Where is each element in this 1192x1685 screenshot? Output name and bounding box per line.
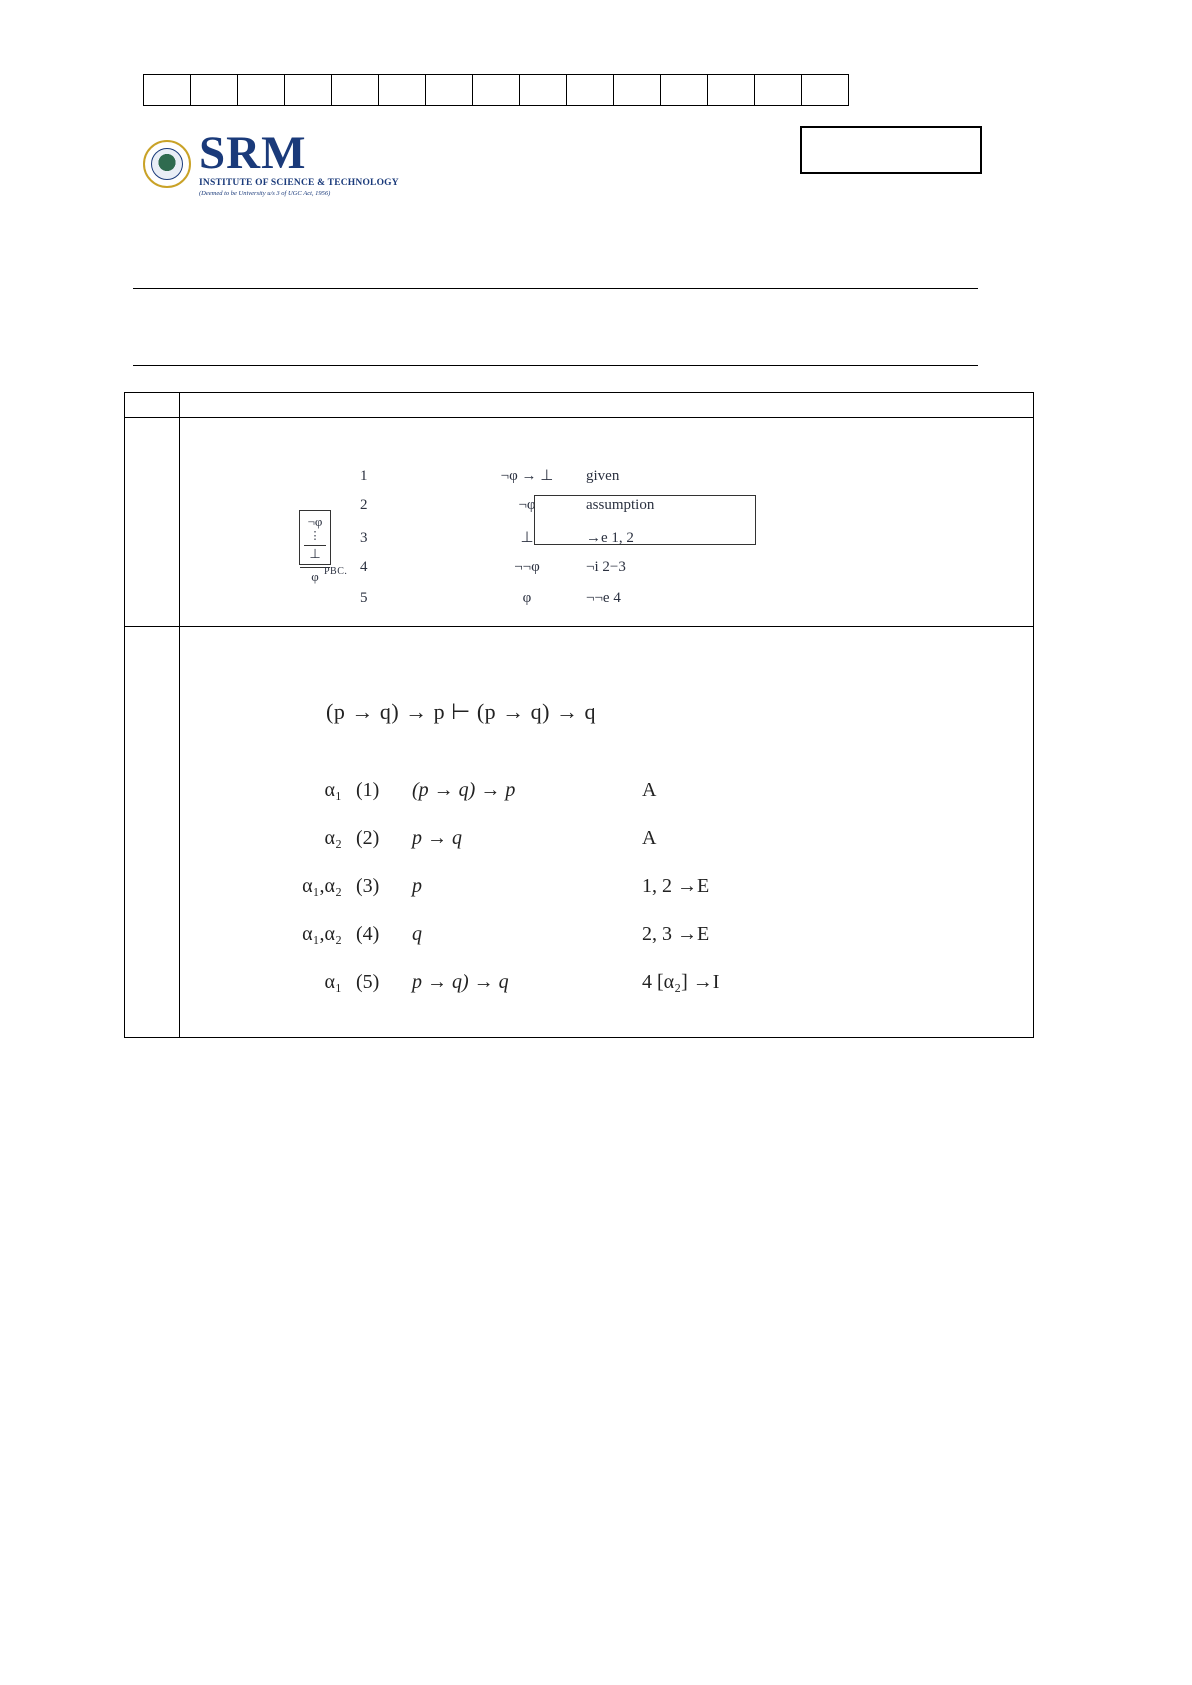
- proof-line-justification: 4 [α₂] →I: [642, 971, 720, 993]
- proof-line-justification: 2, 3 →E: [642, 923, 710, 945]
- divider-top: [133, 288, 978, 289]
- marks-box[interactable]: [800, 126, 982, 174]
- proof-line: [360, 528, 716, 559]
- header-question-no: [125, 393, 180, 418]
- proof-line: [218, 923, 918, 971]
- srm-emblem-icon: [143, 140, 191, 188]
- proof-line-dependencies: α₁,α₂: [302, 923, 342, 945]
- proof-line-justification: 1, 2 →E: [642, 875, 710, 897]
- proof-line-number: (4): [356, 923, 380, 945]
- proof-line: [218, 779, 918, 827]
- pbc-assumption: ¬φ: [307, 514, 323, 529]
- register-number-cell[interactable]: [378, 74, 426, 106]
- proof-line-rule: ¬i 2−3: [586, 559, 626, 575]
- header-answer: [180, 393, 1034, 418]
- register-number-cell[interactable]: [801, 74, 849, 106]
- answer-table: [124, 392, 1034, 1038]
- proof-line: [218, 827, 918, 875]
- logo-subtitle-line1: INSTITUTE OF SCIENCE & TECHNOLOGY: [199, 178, 399, 188]
- proof-line-number: 3: [360, 530, 368, 546]
- proof-line-dependencies: α₁: [324, 779, 342, 801]
- proof-line: [360, 497, 716, 528]
- proof-line-number: (1): [356, 779, 380, 801]
- lemmon-proof-lines: [218, 779, 918, 1019]
- proof-line: [218, 875, 918, 923]
- register-number-cell[interactable]: [143, 74, 191, 106]
- proof-line-dependencies: α₁,α₂: [302, 875, 342, 897]
- proof-line-number: (2): [356, 827, 380, 849]
- sequent-statement: (p → q) → p ⊢ (p → q) → q: [326, 699, 596, 724]
- pbc-proof-lines: [360, 466, 716, 621]
- register-number-cell[interactable]: [613, 74, 661, 106]
- proof-line-rule: ¬¬e 4: [586, 590, 621, 606]
- row-answer-proof-pbc: [180, 418, 1034, 627]
- proof-line: [360, 466, 716, 497]
- proof-line-justification: A: [642, 827, 657, 849]
- proof-line-number: 1: [360, 468, 368, 484]
- proof-line-number: 2: [360, 497, 368, 513]
- proof-line-rule: →e 1, 2: [586, 530, 634, 546]
- pbc-rule-label: PBC.: [324, 566, 348, 577]
- proof-line-number: (3): [356, 875, 380, 897]
- proof-line: [360, 590, 716, 621]
- pbc-conclusion: φ: [300, 567, 330, 585]
- register-number-grid: [143, 74, 848, 106]
- proof-line-dependencies: α₂: [324, 827, 342, 849]
- proof-line: [218, 971, 918, 1019]
- proof-line-formula: ¬φ: [518, 497, 536, 513]
- proof-line-justification: A: [642, 779, 657, 801]
- pbc-rule-box: [299, 510, 331, 565]
- register-number-cell[interactable]: [472, 74, 520, 106]
- logo-wordmark: SRM: [199, 127, 307, 179]
- register-number-cell[interactable]: [754, 74, 802, 106]
- table-row: [125, 418, 1034, 627]
- proof-line-dependencies: α₁: [324, 971, 342, 993]
- register-number-cell[interactable]: [425, 74, 473, 106]
- row-question-no: [125, 418, 180, 627]
- row-answer-proof-lemmon: [180, 627, 1034, 1038]
- pbc-rule-figure: [280, 510, 350, 585]
- proof-line-formula: ¬φ → ⊥: [500, 468, 554, 484]
- proof-line-formula: q: [412, 923, 422, 945]
- proof-line-formula: p → q: [412, 827, 462, 849]
- proof-line-formula: φ: [522, 590, 532, 606]
- proof-line-rule: assumption: [586, 497, 655, 513]
- proof-line-number: 4: [360, 559, 368, 575]
- institution-logo: [143, 127, 399, 197]
- pbc-proof: [180, 418, 1033, 626]
- pbc-vertical-dots: ⋮: [309, 529, 321, 542]
- divider-bottom: [133, 365, 978, 366]
- proof-line-formula: (p → q) → p: [412, 779, 516, 801]
- table-row: [125, 627, 1034, 1038]
- register-number-cell[interactable]: [237, 74, 285, 106]
- register-number-cell[interactable]: [707, 74, 755, 106]
- table-header-row: [125, 393, 1034, 418]
- proof-line-formula: p → q) → q: [412, 971, 509, 993]
- row-question-no: [125, 627, 180, 1038]
- register-number-cell[interactable]: [331, 74, 379, 106]
- register-number-cell[interactable]: [284, 74, 332, 106]
- proof-line-rule: given: [586, 468, 620, 484]
- register-number-cell[interactable]: [190, 74, 238, 106]
- pbc-contradiction: ⊥: [304, 545, 326, 562]
- proof-line-formula: p: [412, 875, 422, 897]
- proof-line: [360, 559, 716, 590]
- proof-line-formula: ⊥: [520, 530, 534, 546]
- logo-subtitle-line2: (Deemed to be University u/s 3 of UGC Act, 1956): [199, 189, 331, 197]
- proof-line-number: (5): [356, 971, 380, 993]
- register-number-cell[interactable]: [566, 74, 614, 106]
- lemmon-proof: [180, 627, 1033, 1037]
- proof-line-formula: ¬¬φ: [514, 559, 540, 575]
- register-number-cell[interactable]: [519, 74, 567, 106]
- register-number-cell[interactable]: [660, 74, 708, 106]
- proof-line-number: 5: [360, 590, 368, 606]
